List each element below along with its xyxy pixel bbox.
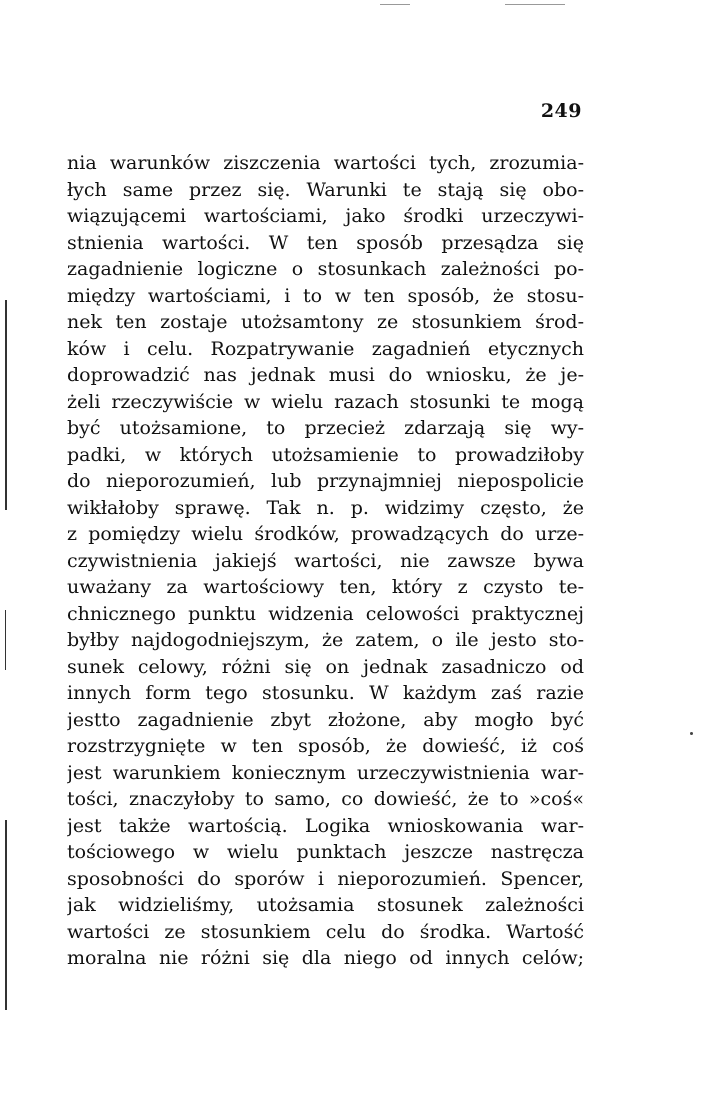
- text-line: sposobności do sporów i nieporozumień. Spencer,: [67, 867, 584, 890]
- text-line: nek ten zostaje utożsamtony ze stosunkiem środ-: [67, 311, 584, 333]
- scan-artifact-right-dot: [690, 732, 693, 735]
- text-line: nia warunków ziszczenia wartości tych, zrozumia-: [67, 152, 584, 174]
- scan-artifact-top: [380, 4, 410, 5]
- scan-artifact-left-margin-lower: [5, 610, 6, 670]
- body-text: [67, 150, 584, 972]
- text-line: być utożsamione, to przecież zdarzają się wy-: [67, 417, 584, 439]
- text-line: byłby najdogodniejszym, że zatem, o ile jesto sto-: [67, 629, 584, 651]
- text-line: do nieporozumień, lub przynajmniej niepospolicie: [67, 470, 584, 492]
- text-line: wiązującemi wartościami, jako środki urzeczywi-: [67, 205, 584, 227]
- text-line: żeli rzeczywiście w wielu razach stosunki te mogą: [67, 390, 584, 413]
- text-line: doprowadzić nas jednak musi do wniosku, że je-: [67, 364, 584, 386]
- text-line: łych same przez się. Warunki te stają się obo-: [67, 178, 584, 201]
- text-line: ków i celu. Rozpatrywanie zagadnień etycznych: [67, 337, 584, 360]
- text-line: jest warunkiem koniecznym urzeczywistnienia war-: [67, 761, 584, 784]
- text-line: wartości ze stosunkiem celu do środka. Wartość: [67, 920, 584, 943]
- page-number: 249: [540, 100, 582, 122]
- text-line: sunek celowy, różni się on jednak zasadniczo od: [67, 655, 584, 678]
- text-line: padki, w których utożsamienie to prowadziłoby: [67, 443, 584, 466]
- text-line: czywistnienia jakiejś wartości, nie zawsze bywa: [67, 549, 584, 572]
- text-line: innych form tego stosunku. W każdym zaś razie: [67, 682, 584, 704]
- text-line: między wartościami, i to w ten sposób, że stosu-: [67, 284, 584, 307]
- text-line: jak widzieliśmy, utożsamia stosunek zależności: [67, 894, 584, 916]
- text-line: rozstrzygnięte w ten sposób, że dowieść, iż coś: [67, 735, 584, 757]
- text-line: moralna nie różni się dla niego od innych celów;: [67, 947, 584, 969]
- text-line: zagadnienie logiczne o stosunkach zależności po-: [67, 258, 584, 280]
- text-line: wikłałoby sprawę. Tak n. p. widzimy często, że: [67, 496, 584, 519]
- scan-artifact-top-right: [505, 4, 565, 5]
- text-line: uważany za wartościowy ten, który z czysto te-: [67, 576, 584, 598]
- text-line: z pomiędzy wielu środków, prowadzących do urze-: [67, 523, 584, 545]
- scan-artifact-left-margin-bottom: [5, 820, 7, 1010]
- text-line: jestto zagadnienie zbyt złożone, aby mogło być: [67, 708, 584, 731]
- scan-artifact-left-margin: [5, 300, 7, 510]
- text-line: stnienia wartości. W ten sposób przesądza się: [67, 231, 584, 254]
- text-line: jest także wartością. Logika wnioskowania war-: [67, 814, 584, 837]
- text-line: tości, znaczyłoby to samo, co dowieść, że to »coś«: [67, 788, 584, 810]
- text-line: tościowego w wielu punktach jeszcze nastręcza: [67, 841, 584, 863]
- text-line: chnicznego punktu widzenia celowości praktycznej: [67, 602, 584, 625]
